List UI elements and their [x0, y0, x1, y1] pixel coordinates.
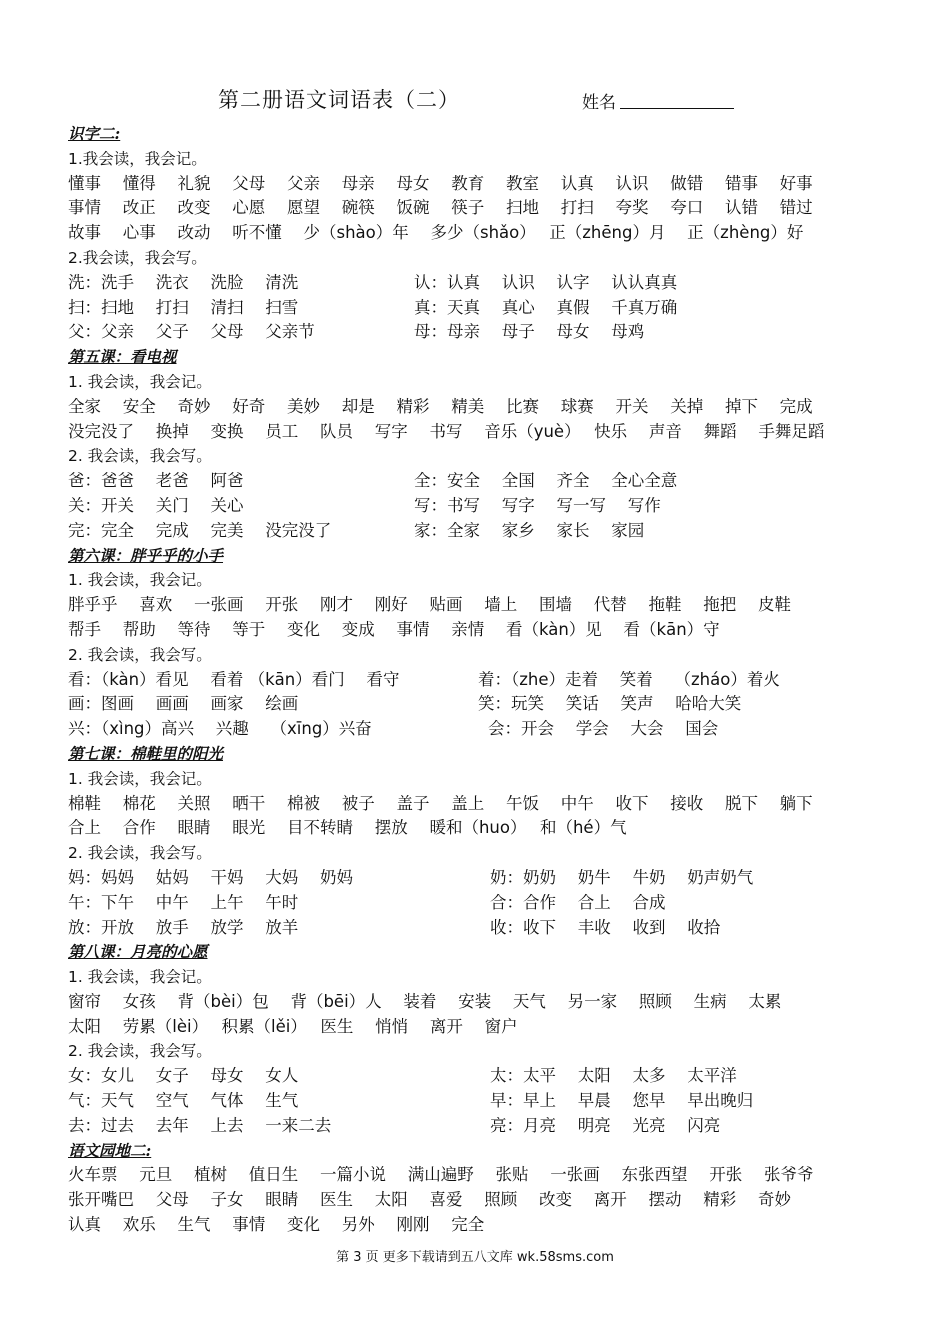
write-word-row [68, 668, 908, 693]
write-word-left: 爸：爸爸 老爸 阿爸 [68, 471, 244, 491]
exercise-instruction: 2. 我会读，我会写。 [68, 447, 212, 466]
vocabulary-row: 合上 合作 眼睛 眼光 目不转睛 摆放 暖和（huo） 和（hé）气 [68, 818, 627, 838]
exercise-instruction: 2. 我会读，我会写。 [68, 1042, 212, 1061]
vocabulary-row: 火车票 元旦 植树 值日生 一篇小说 满山遍野 张贴 一张画 东张西望 开张 张爷爷 [68, 1165, 814, 1185]
exercise-instruction: 2.我会读，我会写。 [68, 248, 207, 267]
vocabulary-row: 没完没了 换掉 变换 员工 队员 写字 书写 音乐（yuè） 快乐 声音 舞蹈 手舞足蹈 [68, 421, 825, 441]
write-word-right: 写：书写 写字 写一写 写作 [414, 495, 661, 515]
section-heading: 第八课：月亮的心愿 [68, 942, 208, 962]
write-word-right: 收：收下 丰收 收到 收拾 [490, 917, 721, 937]
section-heading: 第六课：胖乎乎的小手 [68, 545, 224, 565]
write-word-right: 会：开会 学会 大会 国会 [488, 719, 719, 739]
vocabulary-row: 太阳 劳累（lèi） 积累（lěi） 医生 悄悄 离开 窗户 [68, 1016, 518, 1036]
name-blank-line [620, 108, 734, 109]
write-word-left: 完：完全 完成 完美 没完没了 [68, 520, 332, 540]
write-word-row [68, 891, 908, 916]
write-word-row [68, 494, 908, 519]
title-row [0, 84, 950, 116]
write-word-right: 亮：月亮 明亮 光亮 闪亮 [490, 1115, 721, 1135]
write-word-row [68, 271, 908, 296]
write-word-row [68, 866, 908, 891]
write-word-right: 奶：奶奶 奶牛 牛奶 奶声奶气 [490, 867, 754, 887]
vocabulary-row: 帮手 帮助 等待 等于 变化 变成 事情 亲情 看（kàn）见 看（kān）守 [68, 619, 720, 639]
exercise-instruction: 2. 我会读，我会写。 [68, 645, 212, 664]
write-word-right: 着：（zhe）走着 笑着 （zháo）着火 [478, 669, 780, 689]
write-word-right: 全：安全 全国 齐全 全心全意 [414, 471, 678, 491]
write-word-row [68, 519, 908, 544]
name-label: 姓名 [582, 93, 616, 113]
write-word-right: 家：全家 家乡 家长 家园 [414, 520, 645, 540]
page-footer: 第 3 页 更多下载请到五八文库 wk.58sms.com [336, 1250, 614, 1265]
word-list-content [68, 122, 908, 1238]
vocabulary-row: 棉鞋 棉花 关照 晒干 棉被 被子 盖子 盖上 午饭 中午 收下 接收 脱下 躺下 [68, 793, 813, 813]
write-word-row [68, 916, 908, 941]
write-word-right: 合：合作 合上 合成 [490, 892, 666, 912]
write-word-row [68, 1064, 908, 1089]
write-word-right: 真：天真 真心 真假 千真万确 [414, 297, 678, 317]
write-word-right: 太：太平 太阳 太多 太平洋 [490, 1066, 737, 1086]
write-word-row [68, 692, 908, 717]
write-word-row [68, 717, 908, 742]
write-word-left: 看：（kàn）看见 看着 （kān）看门 看守 [68, 669, 400, 689]
section-heading: 第五课：看电视 [68, 347, 177, 367]
exercise-instruction: 1.我会读，我会记。 [68, 149, 207, 168]
vocabulary-row: 胖乎乎 喜欢 一张画 开张 刚才 刚好 贴画 墙上 围墙 代替 拖鞋 拖把 皮鞋 [68, 595, 791, 615]
write-word-row [68, 1089, 908, 1114]
vocabulary-row: 认真 欢乐 生气 事情 变化 另外 刚刚 完全 [68, 1215, 485, 1235]
exercise-instruction: 1. 我会读，我会记。 [68, 769, 212, 788]
vocabulary-row: 张开嘴巴 父母 子女 眼睛 医生 太阳 喜爱 照顾 改变 离开 摆动 精彩 奇妙 [68, 1190, 791, 1210]
section-heading: 语文园地二: [68, 1140, 152, 1160]
write-word-left: 兴：（xìng）高兴 兴趣 （xīng）兴奋 [68, 719, 372, 739]
write-word-right: 早：早上 早晨 您早 早出晚归 [490, 1091, 754, 1111]
write-word-left: 父：父亲 父子 父母 父亲节 [68, 322, 315, 342]
page-title: 第二册语文词语表（二） [218, 88, 460, 112]
exercise-instruction: 2. 我会读，我会写。 [68, 844, 212, 863]
write-word-row [68, 320, 908, 345]
write-word-left: 午：下午 中午 上午 午时 [68, 892, 299, 912]
write-word-left: 气：天气 空气 气体 生气 [68, 1091, 299, 1111]
write-word-row [68, 469, 908, 494]
exercise-instruction: 1. 我会读，我会记。 [68, 372, 212, 391]
write-word-left: 画：图画 画画 画家 绘画 [68, 694, 299, 714]
write-word-left: 扫：扫地 打扫 清扫 扫雪 [68, 297, 299, 317]
section-heading: 识字二: [68, 124, 121, 143]
write-word-left: 关：开关 关门 关心 [68, 495, 244, 515]
write-word-left: 放：开放 放手 放学 放羊 [68, 917, 299, 937]
write-word-left: 洗：洗手 洗衣 洗脸 清洗 [68, 272, 299, 292]
write-word-right: 笑：玩笑 笑话 笑声 哈哈大笑 [478, 694, 742, 714]
write-word-left: 妈：妈妈 姑妈 干妈 大妈 奶妈 [68, 867, 353, 887]
vocabulary-row: 事情 改正 改变 心愿 愿望 碗筷 饭碗 筷子 扫地 打扫 夸奖 夸口 认错 错过 [68, 198, 813, 218]
write-word-left: 女：女儿 女子 母女 女人 [68, 1066, 299, 1086]
section-heading: 第七课：棉鞋里的阳光 [68, 743, 224, 763]
write-word-row [68, 1114, 908, 1139]
vocabulary-row: 窗帘 女孩 背（bèi）包 背（bēi）人 装着 安装 天气 另一家 照顾 生病 太累 [68, 991, 782, 1011]
vocabulary-row: 懂事 懂得 礼貌 父母 父亲 母亲 母女 教育 教室 认真 认识 做错 错事 好事 [68, 173, 813, 193]
write-word-right: 母：母亲 母子 母女 母鸡 [414, 322, 645, 342]
vocabulary-row: 全家 安全 奇妙 好奇 美妙 却是 精彩 精美 比赛 球赛 开关 关掉 掉下 完成 [68, 396, 813, 416]
write-word-row [68, 296, 908, 321]
exercise-instruction: 1. 我会读，我会记。 [68, 571, 212, 590]
exercise-instruction: 1. 我会读，我会记。 [68, 968, 212, 987]
vocabulary-row: 故事 心事 改动 听不懂 少（shào）年 多少（shǎo） 正（zhēng）月 正（zhèng）好 [68, 223, 804, 243]
write-word-left: 去：过去 去年 上去 一来二去 [68, 1115, 332, 1135]
write-word-right: 认：认真 认识 认字 认认真真 [414, 272, 678, 292]
